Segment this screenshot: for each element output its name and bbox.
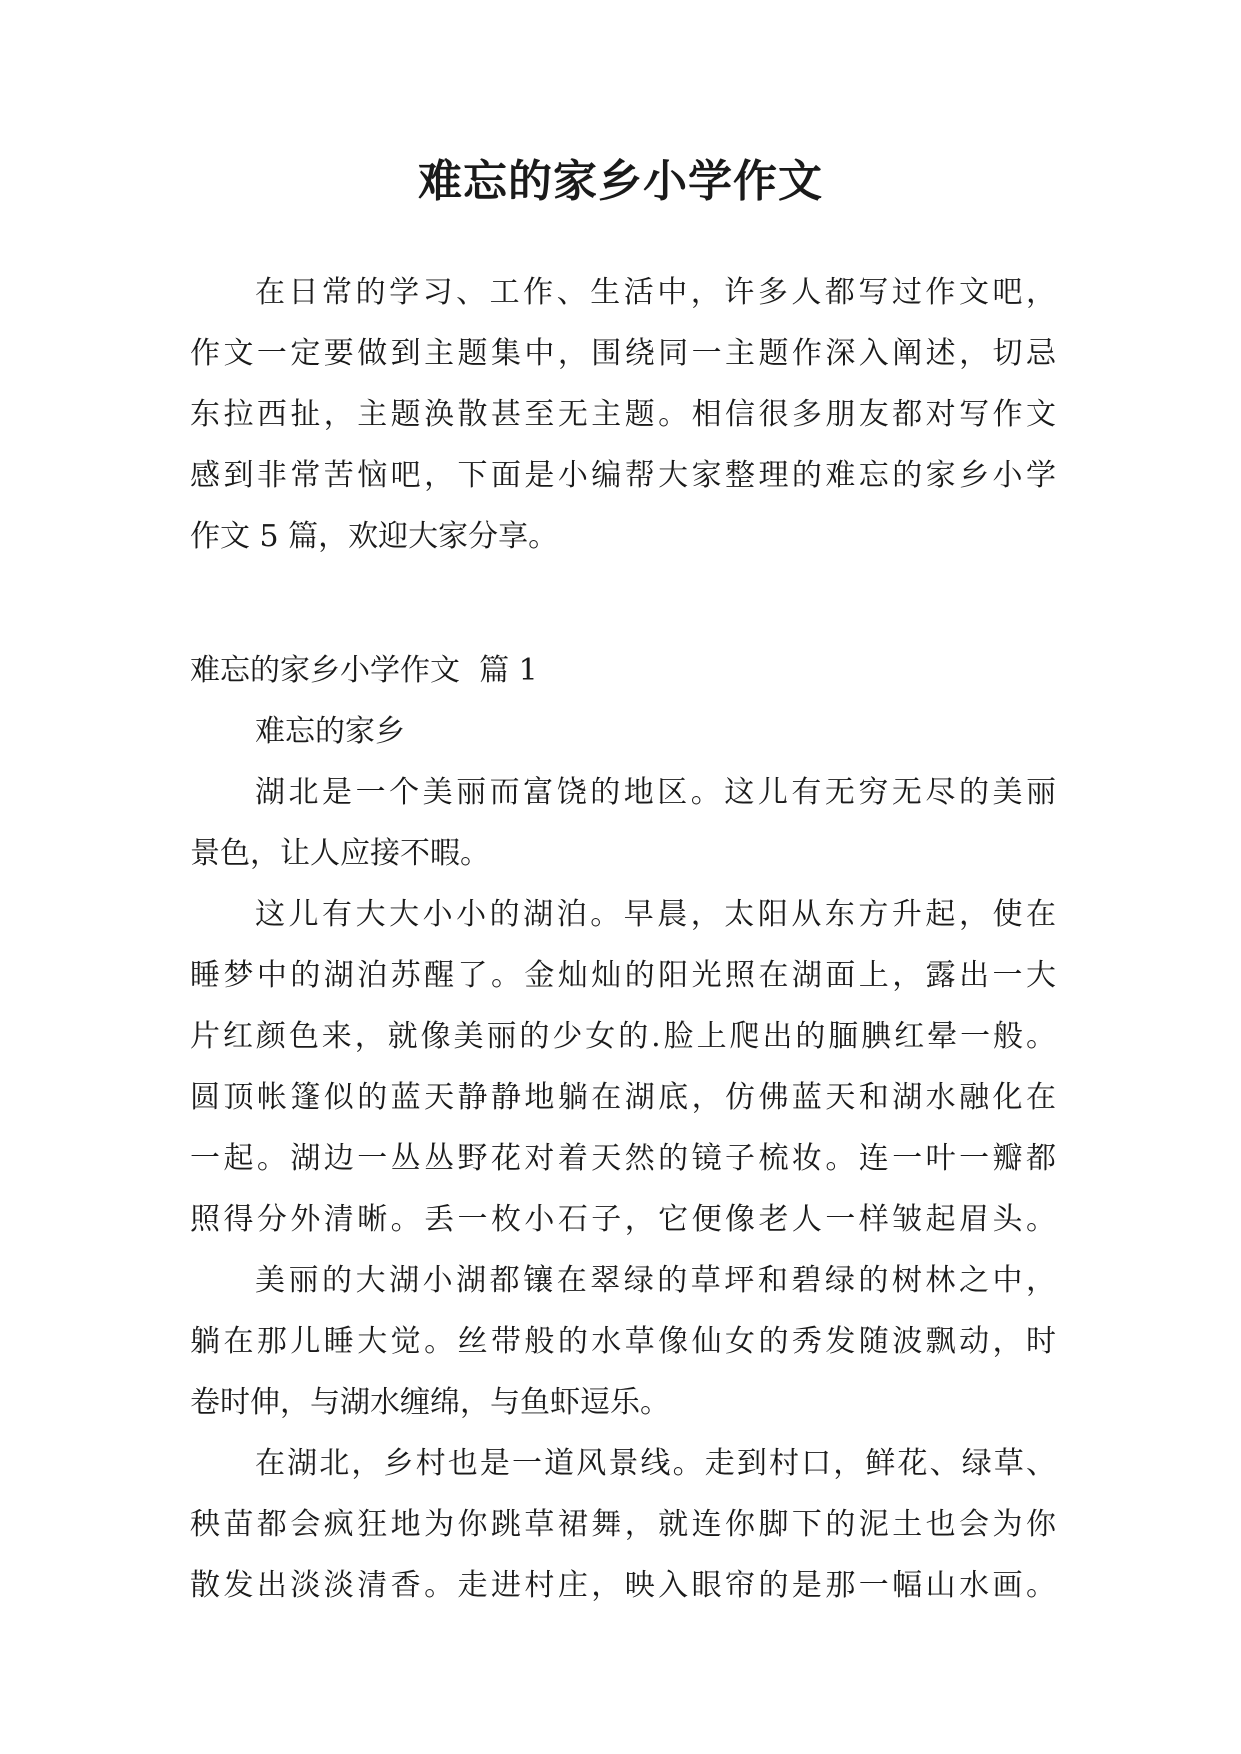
document-body bbox=[190, 262, 1056, 1616]
text-line: 圆顶帐篷似的蓝天静静地躺在湖底，仿佛蓝天和湖水融化在 bbox=[190, 1080, 1056, 1115]
text-line: 散发出淡淡清香。走进村庄，映入眼帘的是那一幅山水画。 bbox=[190, 1568, 1056, 1603]
essay-paragraph bbox=[190, 1433, 1056, 1616]
text-line: 东拉西扯，主题涣散甚至无主题。相信很多朋友都对写作文 bbox=[190, 397, 1056, 432]
text-line: 秧苗都会疯狂地为你跳草裙舞，就连你脚下的泥土也会为你 bbox=[190, 1507, 1056, 1542]
essay-paragraph bbox=[190, 762, 1056, 884]
text-line: 睡梦中的湖泊苏醒了。金灿灿的阳光照在湖面上，露出一大 bbox=[190, 958, 1056, 993]
text-line: 在湖北，乡村也是一道风景线。走到村口，鲜花、绿草、 bbox=[255, 1446, 1056, 1481]
section-heading: 难忘的家乡小学作文 篇 1 bbox=[190, 653, 538, 688]
text-line: 片红颜色来，就像美丽的少女的.脸上爬出的腼腆红晕一般。 bbox=[190, 1019, 1056, 1054]
document-title: 难忘的家乡小学作文 bbox=[418, 156, 823, 207]
text-line: 在日常的学习、工作、生活中，许多人都写过作文吧， bbox=[255, 275, 1056, 310]
text-line: 感到非常苦恼吧，下面是小编帮大家整理的难忘的家乡小学 bbox=[190, 458, 1056, 493]
text-line: 一起。湖边一丛丛野花对着天然的镜子梳妆。连一叶一瓣都 bbox=[190, 1141, 1056, 1176]
text-line: 湖北是一个美丽而富饶的地区。这儿有无穷无尽的美丽 bbox=[255, 775, 1056, 810]
text-line: 作文 5 篇，欢迎大家分享。 bbox=[190, 519, 559, 554]
intro-paragraph bbox=[190, 262, 1056, 567]
essay-paragraph bbox=[190, 884, 1056, 1250]
text-line: 景色，让人应接不暇。 bbox=[190, 836, 490, 871]
text-line: 躺在那儿睡大觉。丝带般的水草像仙女的秀发随波飘动，时 bbox=[190, 1324, 1056, 1359]
text-line: 美丽的大湖小湖都镶在翠绿的草坪和碧绿的树林之中， bbox=[255, 1263, 1056, 1298]
text-line: 作文一定要做到主题集中，围绕同一主题作深入阐述，切忌 bbox=[190, 336, 1056, 371]
text-line: 卷时伸，与湖水缠绵，与鱼虾逗乐。 bbox=[190, 1385, 670, 1420]
text-line: 照得分外清晰。丢一枚小石子，它便像老人一样皱起眉头。 bbox=[190, 1202, 1056, 1237]
text-line: 这儿有大大小小的湖泊。早晨，太阳从东方升起，使在 bbox=[255, 897, 1056, 932]
spacer bbox=[190, 567, 1056, 640]
essay-paragraph bbox=[190, 1250, 1056, 1433]
essay-title: 难忘的家乡 bbox=[255, 714, 405, 749]
